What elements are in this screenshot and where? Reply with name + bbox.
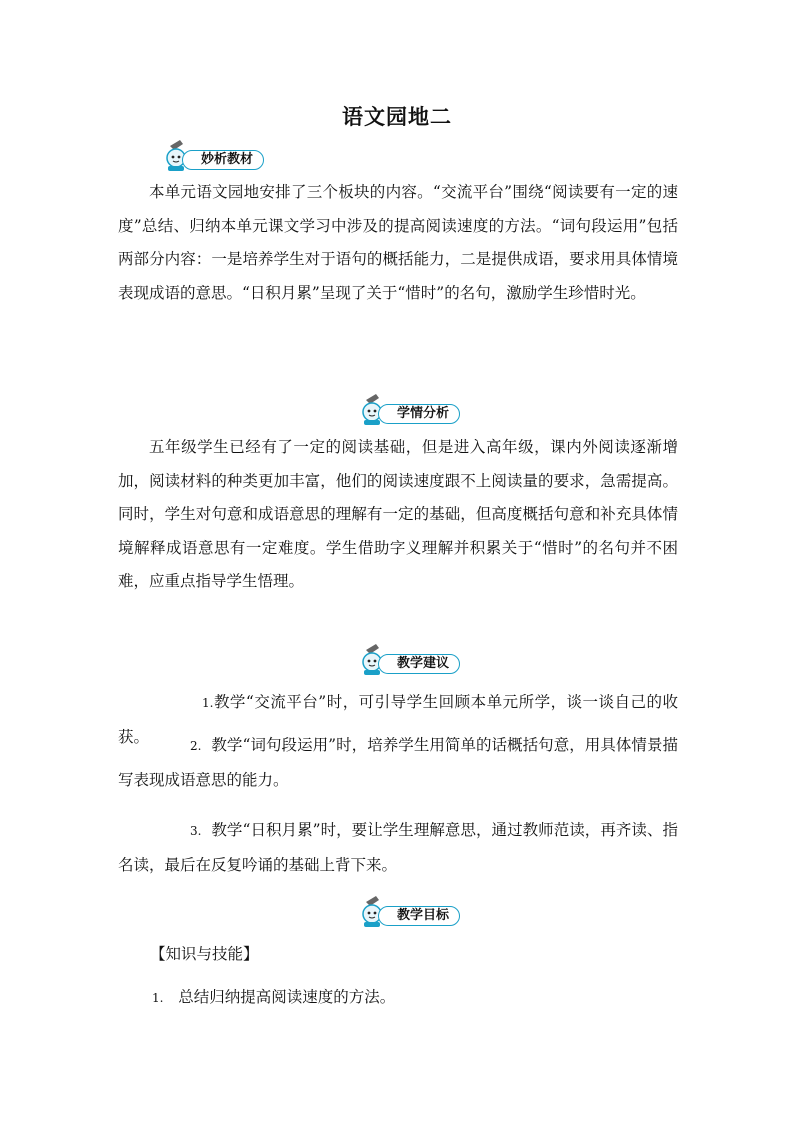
suggestion-number: 3. — [190, 824, 202, 838]
goal-item — [152, 985, 395, 1010]
suggestion-number: 1. — [202, 696, 214, 710]
goal-number: 1. — [152, 991, 164, 1005]
suggestion-text: 教学“日积月累”时，要让学生理解意思，通过教师范读，再齐读、指名读，最后在反复吟诵的基础上背下来。 — [118, 821, 678, 874]
page-title: 语文园地二 — [342, 105, 452, 129]
suggestion-item — [118, 729, 678, 797]
textbook-analysis-paragraph: 本单元语文园地安排了三个板块的内容。“交流平台”围绕“阅读要有一定的速度”总结、归纳本单元课文学习中涉及的提高阅读速度的方法。“词句段运用”包括两部分内容：一是培养学生对于语句的概括能力，二是提供成语，要求用具体情境表现成语的意思。“日积月累”呈现了关于“惜时”的名句，激励学生珍惜时光。 — [118, 183, 678, 302]
section-heading: 妙析教材 — [182, 150, 264, 170]
suggestion-item — [118, 814, 678, 882]
section-heading: 学情分析 — [378, 404, 460, 424]
section-heading: 教学建议 — [378, 654, 460, 674]
student-analysis-paragraph: 五年级学生已经有了一定的阅读基础，但是进入高年级，课内外阅读逐渐增加，阅读材料的种类更加丰富，他们的阅读速度跟不上阅读量的要求，急需提高。同时，学生对句意和成语意思的理解有一定的基础，但高度概括句意和补充具体情境解释成语意思有一定难度。学生借助字义理解并积累关于“惜时”的名句并不困难，应重点指导学生悟理。 — [118, 438, 678, 591]
goals-subheading: 【知识与技能】 — [150, 945, 259, 963]
suggestion-text: 教学“交流平台”时，可引导学生回顾本单元所学，谈一谈自己的收获。 — [118, 693, 678, 746]
goal-text: 总结归纳提高阅读速度的方法。 — [178, 988, 396, 1006]
section-heading: 教学目标 — [378, 906, 460, 926]
suggestion-number: 2. — [190, 739, 202, 753]
suggestion-text: 教学“词句段运用”时，培养学生用简单的话概括句意，用具体情景描写表现成语意思的能力。 — [118, 736, 678, 789]
